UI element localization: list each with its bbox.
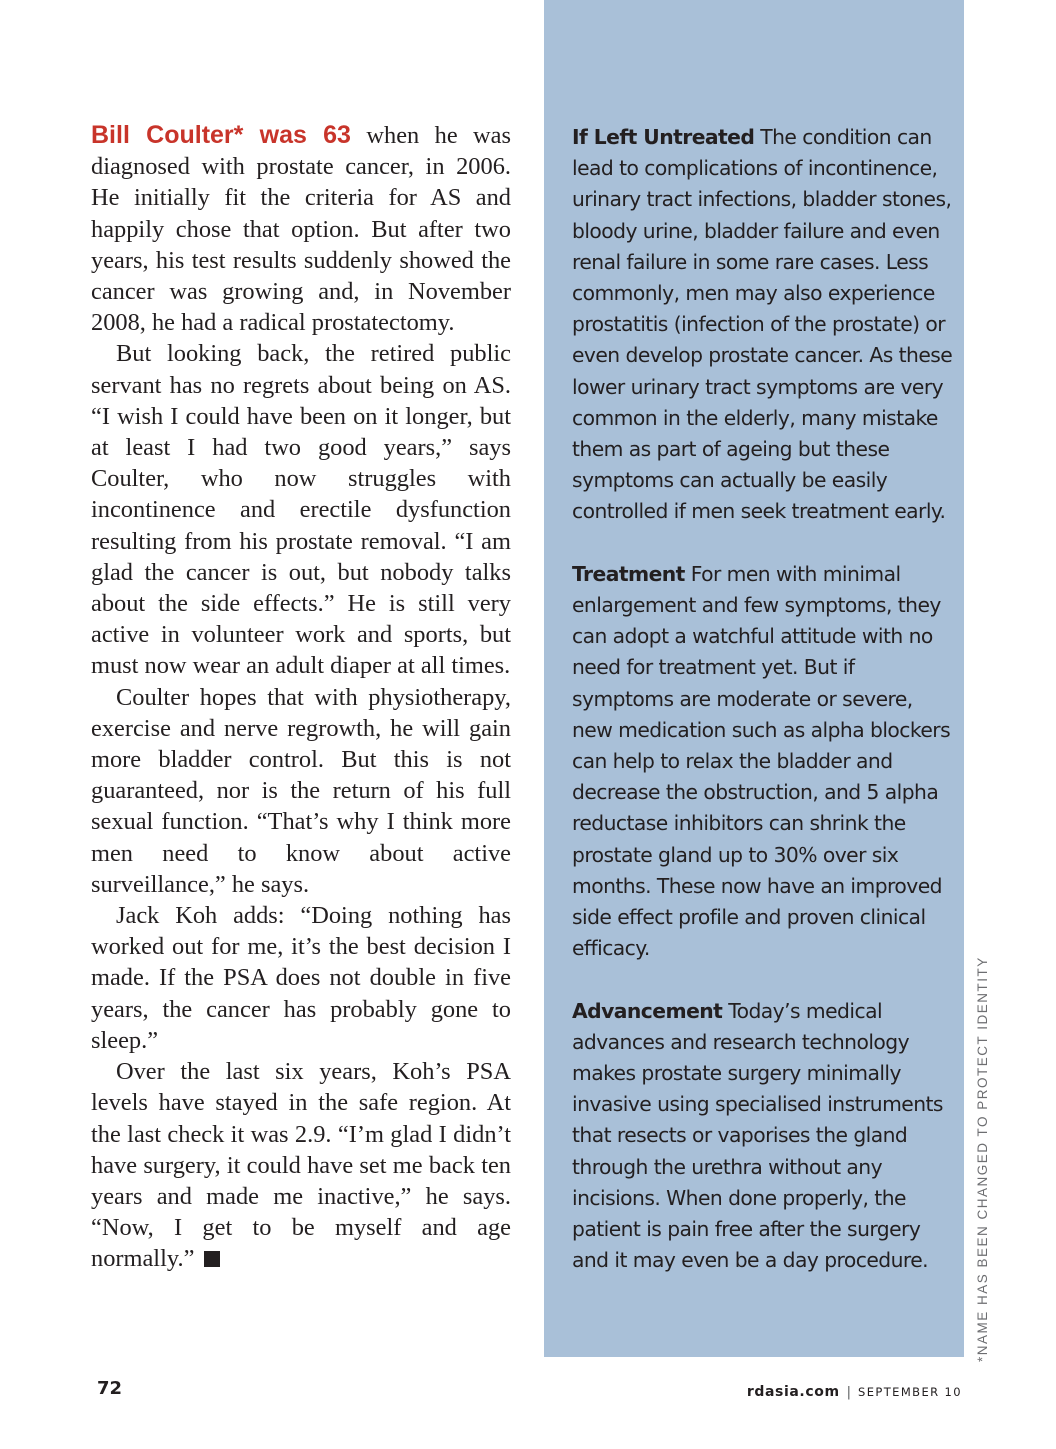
article-paragraph-5 — [91, 1056, 511, 1274]
sidebar-heading-advancement: Advancement — [572, 998, 723, 1023]
article-paragraph-1-text: when he was diagnosed with prostate cancer, in 2006. He initially fit the criteria for AS and happily chose that option. But after two years, his test results suddenly showed the cancer was growing and, in November 2008, he had a radical prostatectomy. — [91, 122, 511, 337]
article-paragraph-4: Jack Koh adds: “Doing nothing has worked out for me, it’s the best decision I made. If the PSA does not double in five years, the cancer has probably gone to sleep.” — [91, 902, 511, 1054]
sidebar-heading-treatment: Treatment — [572, 561, 685, 586]
folio — [747, 1384, 962, 1400]
sidebar-section-treatment — [572, 559, 956, 965]
site-name: rdasia.com — [746, 1384, 840, 1400]
article-body — [91, 120, 511, 1275]
folio-separator: | — [846, 1385, 852, 1400]
sidebar-text — [572, 122, 956, 1308]
article-paragraph-2: But looking back, the retired public servant has no regrets about being on AS. “I wish I could have been on it longer, but at least I had two good years,” says Coulter, who now struggles with incontinence and erectile dysfunction resulting from his prostate removal. “I am glad the cancer is out, but nobody talks about the side effects.” He is still very active in volunteer work and sports, but must now wear an adult diaper at all times. — [91, 340, 511, 680]
issue-date: SEPTEMBER 10 — [858, 1385, 962, 1399]
page-number: 72 — [97, 1378, 123, 1399]
sidebar-heading-untreated: If Left Untreated — [572, 125, 755, 149]
sidebar-body-advancement: Today’s medical advances and research technology makes prostate surgery minimally invasive using specialised instruments that resects or vaporises the gland through the urethra without any incisions. When done properly, the patient is pain free after the surgery and it may even be a day procedure. — [572, 998, 943, 1273]
end-mark-icon — [204, 1251, 220, 1267]
sidebar-section-untreated — [572, 122, 956, 528]
sidebar-section-advancement — [572, 996, 956, 1277]
article-paragraph-1 — [91, 120, 511, 338]
article-paragraph-5-text: Over the last six years, Koh’s PSA levels have stayed in the safe region. At the last check it was 2.9. “I’m glad I didn’t have surgery, it could have set me back ten years and made me inactive,” he says. “Now, I get to be myself and age normally.” — [91, 1058, 511, 1273]
sidebar-body-treatment: For men with minimal enlargement and few symptoms, they can adopt a watchful attitude with no need for treatment yet. But if symptoms are moderate or severe, new medication such as alpha blockers can help to relax the bladder and decrease the obstruction, and 5 alpha reductase inhibitors can shrink the prostate gland up to 30% over six months. These now have an improved side effect profile and proven clinical efficacy. — [572, 561, 951, 961]
article-paragraph-3: Coulter hopes that with physiotherapy, exercise and nerve regrowth, he will gain more bladder control. But this is not guaranteed, nor is the return of his full sexual function. “That’s why I think more men need to know about active surveillance,” he says. — [91, 683, 511, 898]
sidebar-body-untreated: The condition can lead to complications of incontinence, urinary tract infections, bladder stones, bloody urine, bladder failure and even renal failure in some rare cases. Less commonly, men may also experience prostatitis (infection of the prostate) or even develop prostate cancer. As these lower urinary tract symptoms are very common in the elderly, many mistake them as part of ageing but these symptoms can actually be easily controlled if men seek treatment early. — [572, 125, 953, 524]
identity-note: *NAME HAS BEEN CHANGED TO PROTECT IDENTITY — [975, 956, 990, 1362]
article-lead: Bill Coulter* was 63 — [91, 121, 351, 149]
